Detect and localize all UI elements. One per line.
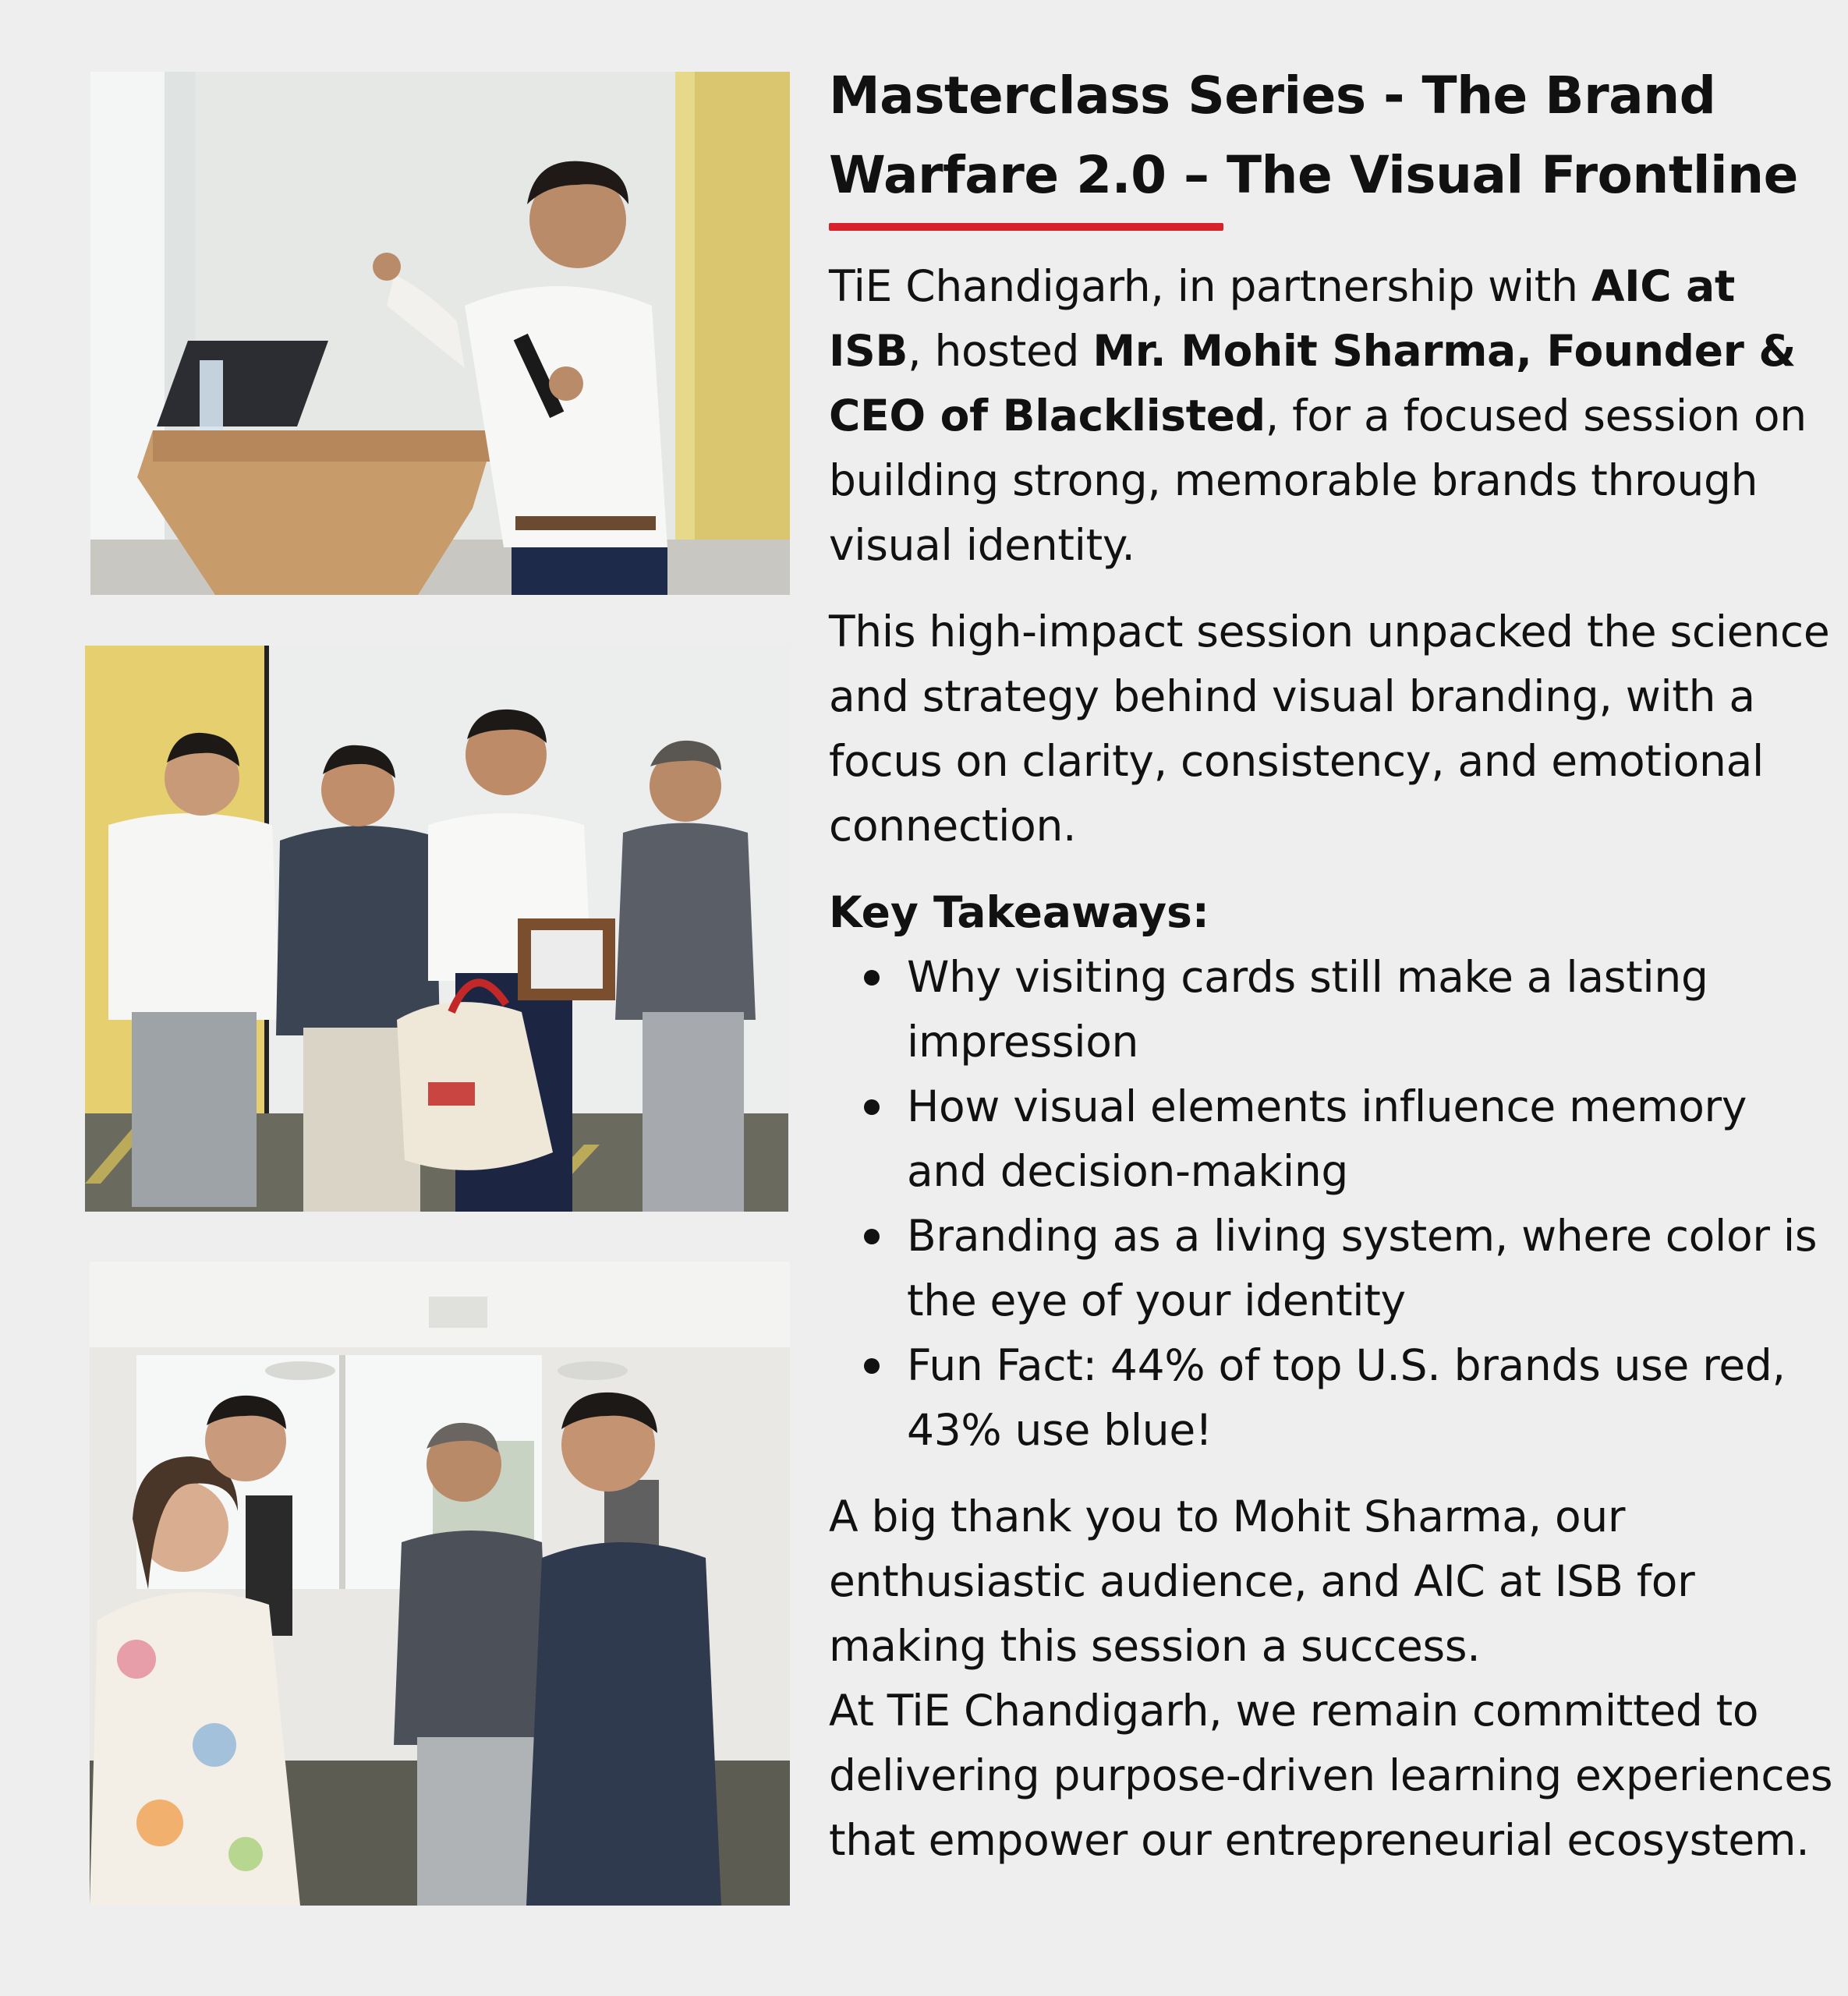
bullet-icon bbox=[864, 1358, 880, 1374]
article-title bbox=[829, 56, 1835, 215]
bullet-icon bbox=[864, 1229, 880, 1244]
bullet-icon bbox=[864, 1099, 880, 1115]
commitment-paragraph: At TiE Chandigarh, we remain committed to delivering purpose-driven learning experiences that empower our entrepreneurial ecosystem. bbox=[829, 1686, 1833, 1865]
list-item bbox=[907, 1204, 1835, 1333]
list-item-text: Fun Fact: 44% of top U.S. brands use red, 43% use blue! bbox=[907, 1340, 1786, 1455]
list-item bbox=[907, 1074, 1835, 1204]
takeaways-heading: Key Takeaways: bbox=[829, 887, 1209, 937]
list-item bbox=[907, 945, 1835, 1074]
networking-photo bbox=[90, 1262, 790, 1906]
intro-text-1: TiE Chandigarh, in partnership with bbox=[829, 261, 1591, 311]
title-line-2: Warfare 2.0 – The Visual Frontline bbox=[829, 145, 1798, 205]
article-body bbox=[829, 56, 1835, 1873]
list-item-text: Branding as a living system, where color is the eye of your identity bbox=[907, 1211, 1818, 1325]
speaker-photo bbox=[90, 72, 790, 595]
intro-bold-partner: AIC at ISB bbox=[829, 261, 1735, 376]
session-paragraph: This high-impact session unpacked the science and strategy behind visual branding, with a focus on clarity, consistency, and emotional connection. bbox=[829, 607, 1830, 851]
bullet-icon bbox=[864, 970, 880, 986]
intro-text-2: , hosted bbox=[908, 326, 1093, 376]
thanks-paragraph: A big thank you to Mohit Sharma, our enthusiastic audience, and AIC at ISB for making this session a success. bbox=[829, 1492, 1695, 1671]
intro-text-3: , for a focused session on building strong, memorable brands through visual identity. bbox=[829, 391, 1807, 570]
takeaways-list bbox=[829, 945, 1835, 1463]
intro-bold-speaker: Mr. Mohit Sharma, Founder & CEO of Blacklisted bbox=[829, 326, 1797, 441]
title-underline bbox=[829, 223, 1223, 231]
title-line-1: Masterclass Series - The Brand bbox=[829, 65, 1716, 126]
list-item-text: How visual elements influence memory and decision-making bbox=[907, 1081, 1747, 1196]
award-presentation-photo bbox=[85, 646, 788, 1212]
list-item bbox=[907, 1333, 1835, 1463]
intro-paragraph bbox=[829, 254, 1835, 578]
list-item-text: Why visiting cards still make a lasting impression bbox=[907, 952, 1708, 1067]
